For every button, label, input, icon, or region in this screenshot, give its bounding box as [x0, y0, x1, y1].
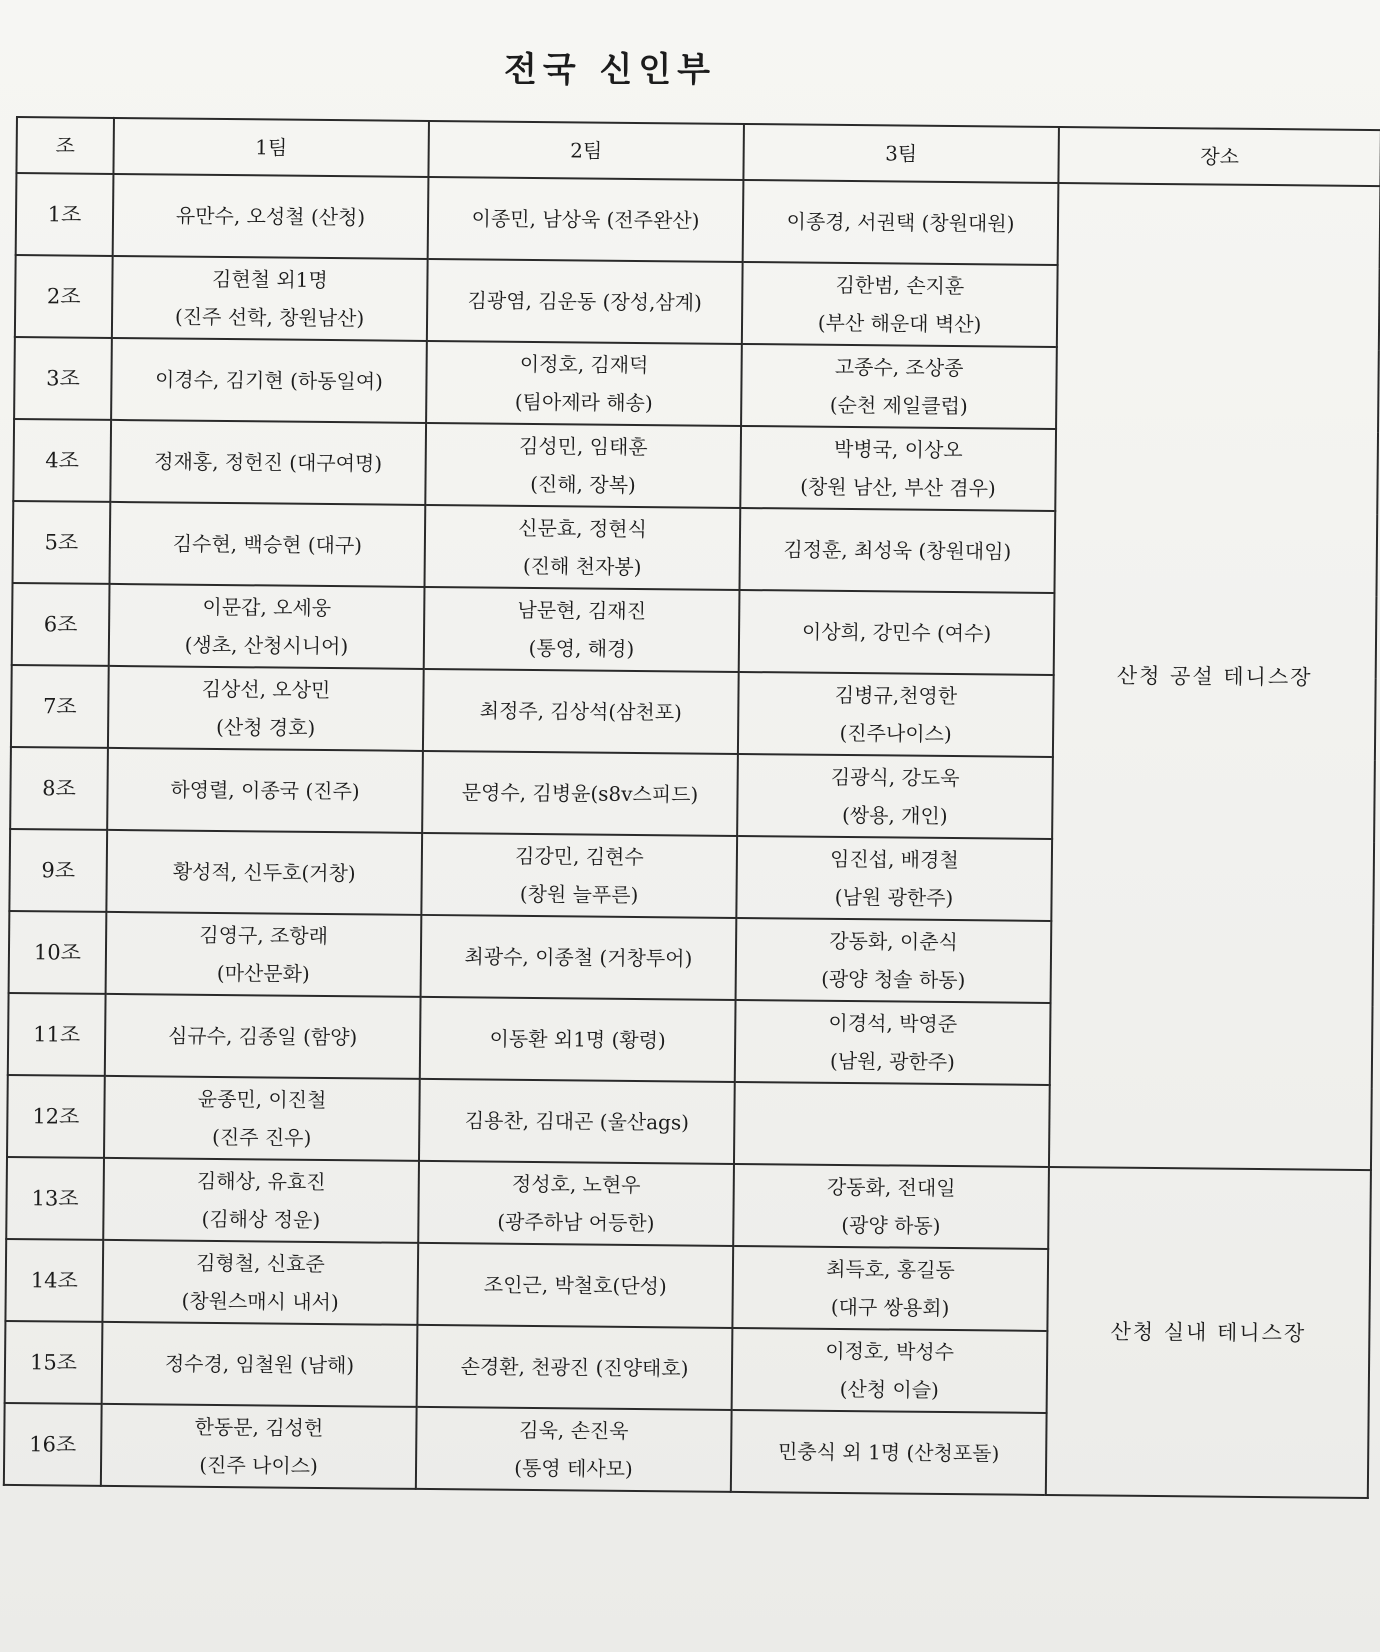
- team2-cell: [419, 1079, 735, 1164]
- team1-cell: [112, 256, 428, 341]
- group-cell: 15조: [5, 1321, 103, 1404]
- team-line: 정수경, 임철원 (남해): [164, 1351, 355, 1378]
- team-line: 민충식 외 1명 (산청포돌): [777, 1439, 1000, 1466]
- group-cell: 6조: [12, 583, 110, 666]
- team2-cell: [418, 1161, 734, 1246]
- team-line: (진주나이스): [839, 720, 952, 747]
- team-line: 김광염, 김운동 (장성,삼계): [467, 288, 702, 315]
- team1-cell: [111, 338, 427, 423]
- team-line: (창원 남산, 부산 겸우): [800, 474, 996, 501]
- team1-cell: [113, 174, 429, 259]
- team2-cell: [422, 751, 738, 836]
- team-line: 김해상, 유효진: [196, 1168, 326, 1195]
- team2-cell: [425, 423, 741, 508]
- team-line: 김수현, 백승현 (대구): [172, 531, 363, 558]
- group-table: [3, 116, 1380, 1499]
- group-cell: 3조: [14, 337, 112, 420]
- team1-cell: [102, 1322, 418, 1407]
- team-line: (김해상 정운): [201, 1206, 321, 1232]
- header-venue: 장소: [1058, 127, 1380, 186]
- team3-cell: [733, 1164, 1049, 1249]
- team1-cell: [106, 830, 422, 915]
- team-line: (생초, 산청시니어): [184, 632, 349, 659]
- team1-cell: [110, 502, 426, 587]
- team-line: 문영수, 김병윤(s8v스피드): [461, 780, 699, 807]
- team1-cell: [101, 1404, 417, 1489]
- team-line: 심규수, 김종일 (함양): [167, 1023, 358, 1050]
- team1-cell: [109, 584, 425, 669]
- team-line: 남문현, 김재진: [517, 597, 647, 624]
- team2-cell: [421, 915, 737, 1000]
- team-line: 김영구, 조항래: [199, 922, 329, 949]
- team-line: (창원스매시 내서): [181, 1288, 339, 1315]
- team-line: 최정주, 김상석(삼천포): [479, 698, 683, 725]
- team3-cell: [734, 1082, 1050, 1167]
- team2-cell: [423, 669, 739, 754]
- team1-cell: [110, 420, 426, 505]
- group-cell: 2조: [15, 255, 113, 338]
- team-line: 최득호, 홍길동: [826, 1256, 955, 1283]
- team-line: 손경환, 천광진 (진양태호): [460, 1354, 689, 1381]
- team3-cell: [738, 672, 1054, 757]
- team3-cell: [741, 344, 1057, 429]
- team-line: (진해, 장복): [530, 471, 636, 497]
- team-line: 유만수, 오성철 (산청): [175, 203, 366, 230]
- team1-cell: [103, 1158, 419, 1243]
- team3-cell: [743, 180, 1059, 265]
- venue-cell: 산청 실내 테니스장: [1046, 1167, 1371, 1498]
- group-cell: 1조: [16, 173, 114, 256]
- team1-cell: [104, 1076, 420, 1161]
- team3-cell: [732, 1328, 1048, 1413]
- team-line: (광양 하동): [841, 1212, 941, 1238]
- team-line: 고종수, 조상종: [834, 354, 964, 381]
- team-line: 이문갑, 오세웅: [202, 594, 332, 621]
- team-line: 강동화, 전대일: [826, 1174, 956, 1201]
- group-cell: 9조: [9, 829, 107, 912]
- team-line: (진주 선학, 창원남산): [174, 304, 365, 331]
- team-line: 박병국, 이상오: [833, 436, 963, 463]
- team-line: 이종민, 남상욱 (전주완산): [471, 206, 700, 233]
- team-line: (산청 이슬): [839, 1376, 940, 1402]
- group-cell: 12조: [7, 1075, 105, 1158]
- team-line: (쌍용, 개인): [841, 802, 948, 828]
- table-body: [4, 173, 1380, 1498]
- team-line: 김강민, 김현수: [514, 843, 644, 870]
- group-cell: 11조: [8, 993, 106, 1076]
- table-row: [6, 1157, 1371, 1252]
- group-cell: 10조: [9, 911, 107, 994]
- team-line: (팀아제라 해송): [514, 389, 653, 416]
- team-line: 김용찬, 김대곤 (울산ags): [464, 1108, 690, 1135]
- group-cell: 5조: [13, 501, 111, 584]
- team2-cell: [428, 177, 744, 262]
- venue-cell: 산청 공설 테니스장: [1049, 183, 1380, 1170]
- team2-cell: [426, 341, 742, 426]
- team2-cell: [420, 997, 736, 1082]
- team-line: 이정호, 김재덕: [519, 351, 649, 378]
- team2-cell: [424, 505, 740, 590]
- team3-cell: [731, 1410, 1047, 1495]
- team-line: 정재홍, 정헌진 (대구여명): [154, 449, 383, 476]
- team3-cell: [742, 262, 1058, 347]
- team-line: 이경수, 김기현 (하동일여): [154, 367, 384, 394]
- team-line: (진주 나이스): [199, 1452, 318, 1478]
- team-line: 황성적, 신두호(거창): [172, 859, 356, 886]
- team-line: (창원 늘푸른): [519, 881, 639, 908]
- team-line: 최광수, 이종철 (거창투어): [464, 944, 693, 971]
- team3-cell: [739, 590, 1055, 675]
- team2-cell: [421, 833, 737, 918]
- group-cell: 16조: [4, 1403, 102, 1486]
- team-line: 김현철 외1명: [211, 266, 328, 292]
- team-line: (순천 제일클럽): [829, 392, 968, 419]
- team-line: (진주 진우): [211, 1124, 312, 1150]
- team3-cell: [739, 508, 1055, 593]
- team3-cell: [737, 754, 1053, 839]
- team-line: 김성민, 임태훈: [518, 433, 648, 460]
- team2-cell: [416, 1407, 732, 1492]
- team1-cell: [102, 1240, 418, 1325]
- team-line: 강동화, 이춘식: [829, 928, 959, 955]
- page-title: 전국 신인부: [503, 50, 717, 90]
- team1-cell: [105, 994, 421, 1079]
- team-line: 김형철, 신효준: [196, 1250, 325, 1277]
- header-team1: 1팀: [113, 118, 429, 177]
- team2-cell: [424, 587, 740, 672]
- team-line: 정성호, 노현우: [511, 1171, 641, 1198]
- team-line: 김광식, 강도욱: [830, 764, 960, 791]
- team-line: 이경석, 박영준: [828, 1010, 958, 1037]
- team2-cell: [427, 259, 743, 344]
- team1-cell: [107, 748, 423, 833]
- team-line: 조인근, 박철호(단성): [483, 1272, 667, 1299]
- group-cell: 13조: [6, 1157, 104, 1240]
- group-cell: 14조: [5, 1239, 103, 1322]
- team-line: (통영 테사모): [514, 1455, 633, 1481]
- team-line: 임진섭, 배경철: [829, 846, 959, 873]
- team-line: 이정호, 박성수: [825, 1338, 955, 1365]
- team-line: 신문효, 정현식: [518, 515, 647, 542]
- team-line: (통영, 해경): [528, 635, 635, 661]
- team-line: 한동문, 김성헌: [194, 1414, 324, 1441]
- team-line: 윤종민, 이진철: [197, 1086, 327, 1113]
- team2-cell: [417, 1325, 733, 1410]
- header-team2: 2팀: [428, 121, 744, 180]
- team-line: (광주하남 어등한): [497, 1209, 655, 1236]
- team2-cell: [417, 1243, 733, 1328]
- team-line: 김정훈, 최성욱 (창원대임): [783, 537, 1012, 564]
- header-group: 조: [16, 117, 114, 174]
- team-line: (진해 천자봉): [522, 553, 642, 580]
- team-line: 이동환 외1명 (황령): [489, 1026, 666, 1053]
- team-line: (산청 경호): [215, 714, 316, 740]
- team-line: (부산 해운대 벽산): [817, 310, 982, 337]
- group-cell: 8조: [10, 747, 108, 830]
- team3-cell: [740, 426, 1056, 511]
- team-line: 김상선, 오상민: [201, 676, 331, 703]
- team3-cell: [735, 1000, 1051, 1085]
- team-line: 김병규,천영한: [834, 682, 958, 709]
- team3-cell: [732, 1246, 1048, 1331]
- header-team3: 3팀: [743, 124, 1059, 183]
- table-row: [16, 173, 1380, 268]
- group-cell: 4조: [13, 419, 111, 502]
- team3-cell: [736, 918, 1052, 1003]
- team-line: 김욱, 손진욱: [519, 1417, 629, 1443]
- team1-cell: [106, 912, 422, 997]
- team-line: (광양 청솔 하동): [821, 966, 966, 993]
- team-line: 김한범, 손지훈: [835, 272, 965, 299]
- team-line: (남원 광한주): [834, 884, 954, 911]
- team-line: (마산문화): [216, 960, 310, 986]
- team-line: 이상희, 강민수 (여수): [801, 619, 992, 646]
- team3-cell: [736, 836, 1052, 921]
- team1-cell: [108, 666, 424, 751]
- team-line: (남원, 광한주): [829, 1048, 956, 1075]
- group-cell: 7조: [11, 665, 109, 748]
- team-line: (대구 쌍용회): [830, 1294, 950, 1321]
- team-line: 이종경, 서권택 (창원대원): [786, 209, 1015, 236]
- team-line: 하영렬, 이종국 (진주): [170, 777, 360, 804]
